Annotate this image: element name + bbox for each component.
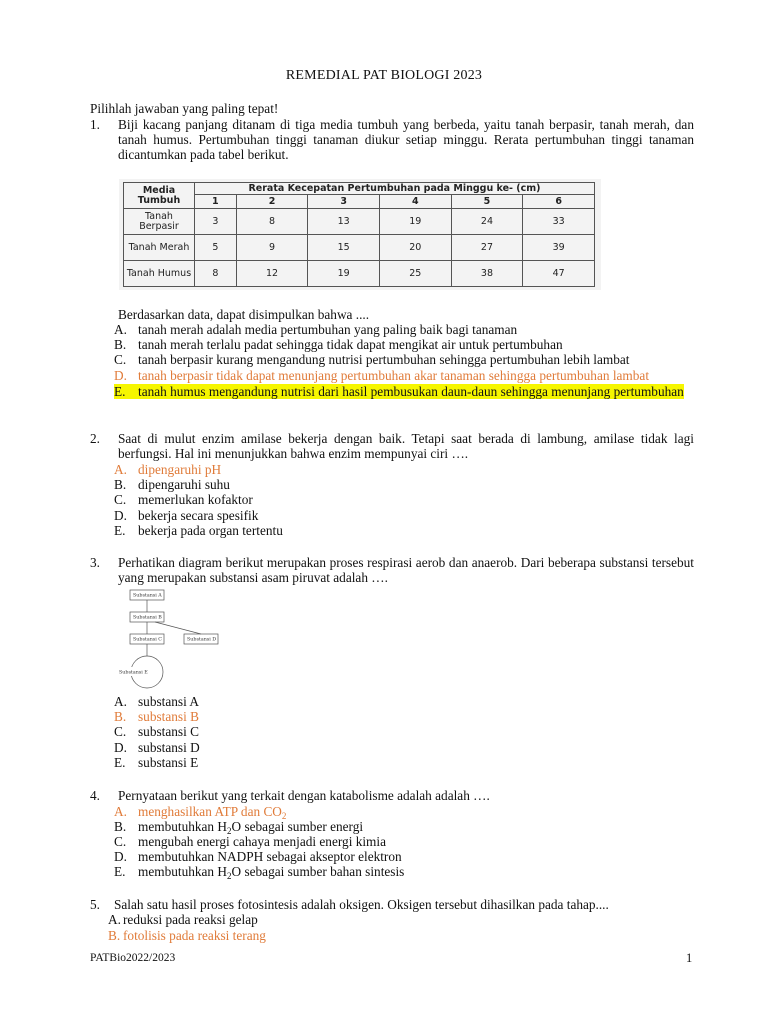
table-header-week: 6	[523, 195, 595, 209]
option-text: substansi A	[138, 694, 199, 709]
option-text: dipengaruhi suhu	[138, 477, 230, 492]
page-number: 1	[686, 951, 693, 965]
option-letter: E.	[114, 864, 126, 879]
option-c[interactable]	[114, 834, 694, 849]
option-text: tanah merah adalah media pertumbuhan yang paling baik bagi tanaman	[138, 322, 518, 337]
option-text: fotolisis pada reaksi terang	[123, 928, 266, 943]
table-cell: 15	[308, 235, 380, 261]
table-header-media: Media Tumbuh	[124, 183, 195, 209]
option-text: bekerja pada organ tertentu	[138, 523, 283, 538]
diagram-label-d: Substansi D	[187, 637, 217, 643]
option-b[interactable]	[114, 477, 694, 492]
table-cell: 47	[523, 261, 595, 287]
table-header-week: 5	[451, 195, 523, 209]
footer-code: PATBio2022/2023	[90, 952, 176, 964]
table-cell: 24	[451, 209, 523, 235]
table-cell: 38	[451, 261, 523, 287]
option-letter: D.	[114, 849, 127, 864]
option-letter: A.	[114, 462, 127, 477]
option-letter: C.	[114, 834, 127, 849]
option-e[interactable]	[114, 755, 694, 770]
table-cell: 27	[451, 235, 523, 261]
option-d[interactable]	[114, 508, 694, 523]
option-b[interactable]	[114, 709, 694, 724]
option-letter: C.	[114, 724, 127, 739]
option-c[interactable]	[114, 352, 694, 367]
table-cell: 8	[236, 209, 308, 235]
option-text: substansi C	[138, 724, 199, 739]
table-row	[124, 235, 595, 261]
table-cell: 25	[380, 261, 452, 287]
table-cell: 5	[195, 235, 237, 261]
option-letter: B.	[114, 819, 127, 834]
option-letter: A.	[114, 322, 127, 337]
table-cell: 19	[380, 209, 452, 235]
option-b[interactable]	[114, 819, 694, 834]
option-letter: B.	[114, 337, 127, 352]
option-e[interactable]	[114, 864, 694, 879]
page-title: REMEDIAL PAT BIOLOGI 2023	[285, 68, 483, 83]
option-letter: E.	[114, 523, 126, 538]
question-text: Perhatikan diagram berikut merupakan proses respirasi aerob dan anaerob. Dari beberapa substansi tersebut yang merupakan substansi asam piruvat adalah ….	[118, 555, 694, 585]
option-letter: D.	[114, 368, 127, 383]
growth-table-image	[119, 179, 601, 290]
option-text: tanah berpasir kurang mengandung nutrisi pertumbuhan sehingga pertumbuhan lebih lambat	[138, 352, 630, 367]
option-letter: B.	[114, 477, 127, 492]
question-number: 5.	[90, 897, 100, 912]
question-number: 4.	[90, 788, 100, 803]
option-text: substansi D	[138, 740, 200, 755]
option-text: tanah humus mengandung nutrisi dari hasil pembusukan daun-daun sehingga menunjang pertumbuhan	[138, 384, 684, 399]
table-row	[124, 209, 595, 235]
table-cell: 3	[195, 209, 237, 235]
table-cell: 19	[308, 261, 380, 287]
option-a[interactable]	[114, 462, 694, 477]
option-text: tanah merah terlalu padat sehingga tidak dapat mengikat air untuk pertumbuhan	[138, 337, 563, 352]
option-letter: B.	[114, 709, 127, 724]
table-cell: 8	[195, 261, 237, 287]
option-letter: E.	[114, 755, 126, 770]
table-cell: 39	[523, 235, 595, 261]
option-letter: D.	[114, 508, 127, 523]
table-cell-media: Tanah Berpasir	[124, 209, 195, 235]
diagram-label-e: Substansi E	[119, 670, 148, 676]
table-row	[124, 261, 595, 287]
option-text: menghasilkan ATP dan $CO_2$	[138, 804, 287, 821]
diagram-label-b: Substansi B	[133, 615, 162, 621]
option-text: bekerja secara spesifik	[138, 508, 259, 523]
option-text: dipengaruhi pH	[138, 462, 222, 477]
question-number: 3.	[90, 555, 100, 570]
option-text: substansi E	[138, 755, 199, 770]
diagram-label-c: Substansi C	[133, 637, 162, 643]
option-a[interactable]	[114, 804, 694, 819]
table-header-group: Rerata Kecepatan Pertumbuhan pada Minggu ke- (cm)	[195, 183, 595, 195]
option-e-highlighted[interactable]	[114, 384, 694, 399]
option-text: mengubah energi cahaya menjadi energi kimia	[138, 834, 386, 849]
option-text: membutuhkan $H_2O$ sebagai sumber energi	[138, 819, 364, 836]
question-stem: Berdasarkan data, dapat disimpulkan bahwa ....	[118, 307, 370, 322]
option-text: reduksi pada reaksi gelap	[123, 912, 258, 927]
instruction: Pilihlah jawaban yang paling tepat!	[90, 101, 279, 116]
option-letter: C.	[114, 352, 127, 367]
table-cell: 13	[308, 209, 380, 235]
table-cell-media: Tanah Humus	[124, 261, 195, 287]
option-letter: A.	[114, 804, 127, 819]
question-number: 1.	[90, 117, 100, 132]
option-text: tanah berpasir tidak dapat menunjang pertumbuhan akar tanaman sehingga pertumbuhan lambat	[138, 368, 650, 383]
table-cell: 33	[523, 209, 595, 235]
diagram-label-a: Substansi A	[133, 593, 162, 599]
option-b[interactable]	[114, 337, 694, 352]
option-a[interactable]	[114, 694, 694, 709]
table-cell: 9	[236, 235, 308, 261]
table-header-week: 2	[236, 195, 308, 209]
question-text: Pernyataan berikut yang terkait dengan katabolisme adalah adalah ….	[118, 788, 490, 803]
question-text: Saat di mulut enzim amilase bekerja dengan baik. Tetapi saat berada di lambung, amilase tidak lagi berfungsi. Hal ini menunjukkan bahwa enzim mempunyai ciri ….	[118, 431, 694, 461]
option-text: membutuhkan NADPH sebagai akseptor elektron	[138, 849, 402, 864]
option-a[interactable]	[108, 912, 688, 927]
respiration-diagram	[118, 585, 228, 690]
option-d[interactable]	[114, 849, 694, 864]
table-cell: 12	[236, 261, 308, 287]
question-number: 2.	[90, 431, 100, 446]
option-b[interactable]	[108, 928, 688, 943]
table-header-week: 3	[308, 195, 380, 209]
option-text: membutuhkan $H_2O$ sebagai sumber bahan sintesis	[138, 864, 405, 881]
option-d[interactable]	[114, 368, 694, 383]
option-letter: A.	[114, 694, 127, 709]
option-letter: D.	[114, 740, 127, 755]
option-text: memerlukan kofaktor	[138, 492, 253, 507]
option-c[interactable]	[114, 492, 694, 507]
option-text: substansi B	[138, 709, 199, 724]
option-d[interactable]	[114, 740, 694, 755]
table-cell-media: Tanah Merah	[124, 235, 195, 261]
option-letter: C.	[114, 492, 127, 507]
table-cell: 20	[380, 235, 452, 261]
table-header-week: 1	[195, 195, 237, 209]
option-a[interactable]	[114, 322, 694, 337]
table-header-week: 4	[380, 195, 452, 209]
question-text: Biji kacang panjang ditanam di tiga media tumbuh yang berbeda, yaitu tanah berpasir, tanah merah, dan tanah humus. Pertumbuhan tinggi tanaman diukur setiap minggu. Rerata pertumbuhan tinggi tanaman dicantumkan pada tabel berikut.	[118, 117, 694, 162]
option-c[interactable]	[114, 724, 694, 739]
question-text: Salah satu hasil proses fotosintesis adalah oksigen. Oksigen tersebut dihasilkan pada tahap....	[114, 897, 609, 912]
option-letter: B.	[108, 928, 121, 943]
option-letter: A.	[108, 912, 121, 927]
option-letter: E.	[114, 384, 138, 399]
option-e[interactable]	[114, 523, 694, 538]
growth-table	[123, 182, 595, 287]
